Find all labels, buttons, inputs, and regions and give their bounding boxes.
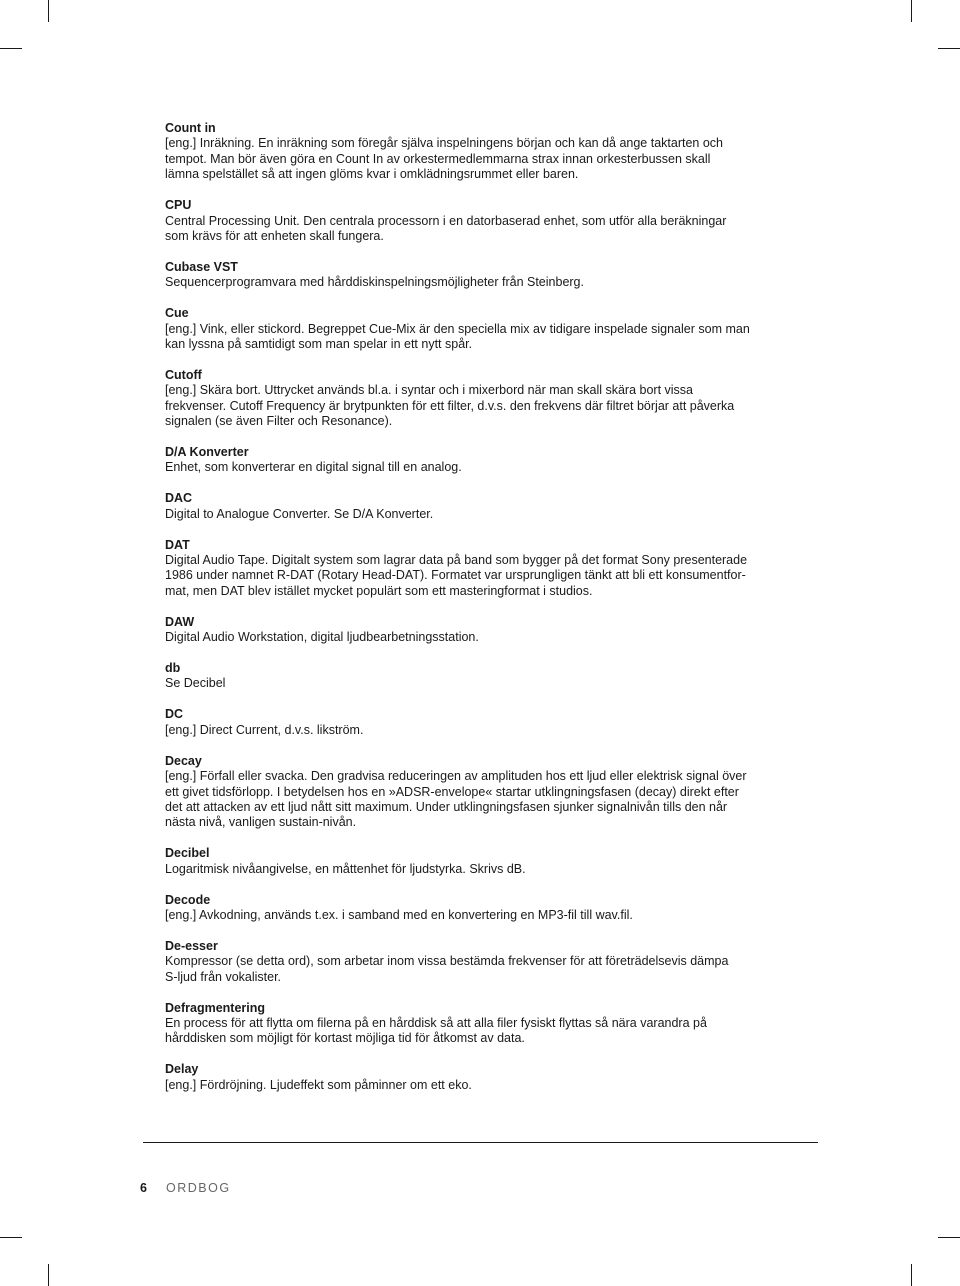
entry-term: Count in xyxy=(165,121,216,135)
entry-definition-line: [eng.] Skära bort. Uttrycket används bl.a. i syntar och i mixerbord när man skall skära bort vissa xyxy=(165,383,693,398)
entry-definition-line: [eng.] Direct Current, d.v.s. likström. xyxy=(165,722,364,737)
glossary-entry xyxy=(165,491,825,522)
crop-mark xyxy=(938,48,960,49)
glossary-entry xyxy=(165,661,825,692)
glossary-entry xyxy=(165,754,825,831)
crop-mark xyxy=(911,1264,912,1286)
crop-mark xyxy=(48,1264,49,1286)
entry-term: Defragmentering xyxy=(165,1000,266,1015)
glossary-entries xyxy=(165,121,825,1109)
entry-definition-line: nästa nivå, vanligen sustain-nivån. xyxy=(165,815,357,830)
entry-definition-line: Digital Audio Tape. Digitalt system som lagrar data på band som bygger på det format Sony presenterade xyxy=(165,553,748,568)
crop-mark xyxy=(0,48,22,49)
entry-definition-line: En process för att flytta om filerna på en hårddisk så att alla filer fysiskt flyttas så nära varandra på xyxy=(165,1015,707,1030)
entry-definition-line: som krävs för att enheten skall fungera. xyxy=(165,228,384,243)
entry-definition-line: Sequencerprogramvara med hårddiskinspelningsmöjligheter från Steinberg. xyxy=(165,275,584,290)
entry-term: Decay xyxy=(165,753,202,768)
entry-definition-line: Digital Audio Workstation, digital ljudbearbetningsstation. xyxy=(165,630,479,645)
entry-term: Cubase VST xyxy=(165,259,238,274)
footer-rule xyxy=(143,1142,818,1143)
entry-definition-line: Kompressor (se detta ord), som arbetar inom vissa bestämda frekvenser för att företrädelsevis dämpa xyxy=(165,954,729,969)
glossary-entry xyxy=(165,893,825,924)
entry-definition-line: [eng.] Förfall eller svacka. Den gradvisa reduceringen av amplituden hos ett ljud eller elektrisk signal över xyxy=(165,769,747,784)
crop-mark xyxy=(48,0,49,22)
glossary-entry xyxy=(165,121,825,183)
glossary-entry xyxy=(165,198,825,244)
glossary-entry xyxy=(165,615,825,646)
entry-term: Cue xyxy=(165,306,189,321)
section-title: ORDBOG xyxy=(166,1181,231,1195)
page-number: 6 xyxy=(140,1181,147,1195)
entry-term: DAW xyxy=(165,614,195,629)
entry-definition-line: Digital to Analogue Converter. Se D/A Konverter. xyxy=(165,506,434,521)
entry-definition-line: Enhet, som konverterar en digital signal till en analog. xyxy=(165,460,462,475)
entry-term: CPU xyxy=(165,198,192,213)
entry-definition-line: hårddisken som möjligt för kortast möjliga tid för åtkomst av data. xyxy=(165,1031,525,1046)
entry-definition-line: signalen (se även Filter och Resonance). xyxy=(165,414,393,429)
glossary-entry xyxy=(165,538,825,600)
entry-term: De-esser xyxy=(165,938,218,953)
entry-definition-line: [eng.] Vink, eller stickord. Begreppet Cue-Mix är den speciella mix av tidigare inspelade signaler som man xyxy=(165,321,750,336)
entry-term: D/A Konverter xyxy=(165,445,249,459)
entry-definition-line: frekvenser. Cutoff Frequency är brytpunkten för ett filter, d.v.s. den frekvens där filtret börjar att påverka xyxy=(165,398,735,413)
glossary-entry xyxy=(165,306,825,352)
entry-definition-line: S-ljud från vokalister. xyxy=(165,969,282,984)
entry-definition-line: 1986 under namnet R-DAT (Rotary Head-DAT). Formatet var ursprungligen tänkt att bli ett konsumentfor- xyxy=(165,568,746,583)
entry-definition-line: [eng.] Avkodning, används t.ex. i samband med en konvertering en MP3-fil till wav.fil. xyxy=(165,907,633,922)
crop-mark xyxy=(0,1237,22,1238)
entry-term: DC xyxy=(165,707,184,722)
entry-definition-line: kan lyssna på samtidigt som man spelar in ett nytt spår. xyxy=(165,336,473,351)
entry-term: DAT xyxy=(165,537,190,552)
glossary-entry xyxy=(165,939,825,985)
glossary-entry xyxy=(165,846,825,877)
crop-mark xyxy=(911,0,912,22)
entry-term: Decibel xyxy=(165,846,210,861)
entry-definition-line: ett givet tidsförlopp. I betydelsen hos en »ADSR-envelope« startar utklingningsfasen (decay) direkt efter xyxy=(165,784,739,799)
entry-term: db xyxy=(165,661,181,676)
entry-term: Delay xyxy=(165,1062,199,1077)
entry-definition-line: Logaritmisk nivåangivelse, en måttenhet för ljudstyrka. Skrivs dB. xyxy=(165,861,526,876)
entry-definition-line: det att attacken av ett ljud nått sitt maximum. Under utklingningsfasen sjunker signalnivån tills den når xyxy=(165,799,728,814)
glossary-entry xyxy=(165,368,825,430)
crop-mark xyxy=(938,1237,960,1238)
glossary-entry xyxy=(165,260,825,291)
entry-definition-line: mat, men DAT blev istället mycket populärt som ett masteringformat i studios. xyxy=(165,583,593,598)
glossary-entry xyxy=(165,707,825,738)
entry-definition-line: lämna spelstället så att ingen glöms kvar i omklädningsrummet eller baren. xyxy=(165,167,579,182)
entry-definition-line: Se Decibel xyxy=(165,676,226,691)
glossary-entry xyxy=(165,1062,825,1093)
entry-definition-line: Central Processing Unit. Den centrala processorn i en datorbaserad enhet, som utför alla beräkningar xyxy=(165,213,727,228)
entry-definition-line: [eng.] Fördröjning. Ljudeffekt som påminner om ett eko. xyxy=(165,1077,472,1092)
entry-term: DAC xyxy=(165,491,193,506)
entry-term: Cutoff xyxy=(165,367,202,382)
entry-term: Decode xyxy=(165,892,211,907)
entry-definition-line: tempot. Man bör även göra en Count In av orkestermedlemmarna strax innan orkesterbussen skall xyxy=(165,151,711,166)
glossary-entry xyxy=(165,1001,825,1047)
glossary-entry xyxy=(165,445,825,476)
entry-definition-line: [eng.] Inräkning. En inräkning som föregår själva inspelningens början och kan då ange taktarten och xyxy=(165,136,723,151)
